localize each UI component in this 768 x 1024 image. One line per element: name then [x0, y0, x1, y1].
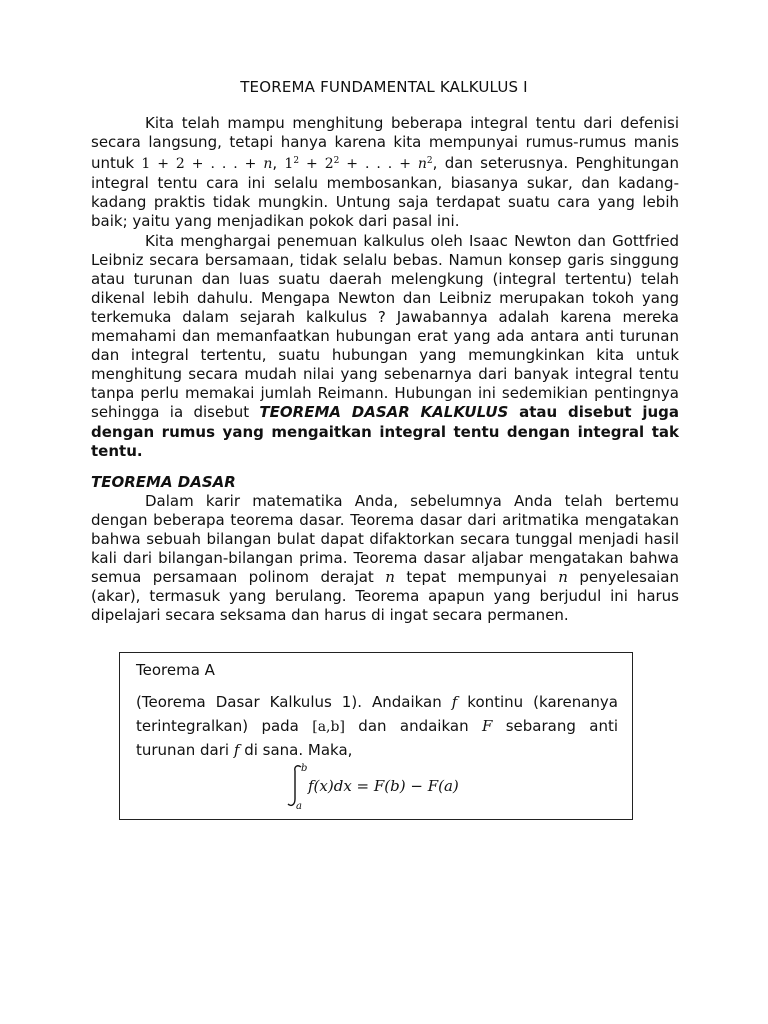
upper-limit: b — [301, 763, 308, 774]
paragraph-text: Dalam karir matematika Anda, sebelumnya Anda telah bertemu dengan beberapa teorema dasar. Teorema dasar dari aritmatika mengatakan bahwa sebuah bilangan bulat dapat difaktorkan secara tunggal menjadi hasil kali dari bilangan-bilangan prima. Teorema dasar aljabar mengatakan bahwa semua persamaan polinom derajat — [91, 491, 679, 587]
emphasis-term: TEOREMA DASAR KALKULUS — [259, 403, 509, 422]
function-f: f — [451, 693, 458, 711]
document-body — [91, 114, 679, 625]
paragraph-intro: Kita telah mampu menghitung beberapa integral tentu dari defenisi secara langsung, tetapi hanya karena kita mempunyai rumus-rumus manis untuk 1 + 2 + . . . + n, $1^2 + 2^2$ + . . . + $n^2$, dan seterusnya. Penghitungan integral tentu cara ini selalu membosankan, biasanya sukar, dan kadang-kadang praktis tidak mungkin. Untung saja terdapat suatu cara yang lebih baik; yaitu yang menjadikan pokok dari pasal ini. — [91, 114, 679, 231]
integral-formula — [286, 761, 486, 811]
theorem-box — [119, 652, 633, 820]
theorem-statement: (Teorema Dasar Kalkulus 1). Andaikan f kontinu (karenanya terintegralkan) pada [a,b] dan andaikan F sebarang anti turunan dari f di sana. Maka, — [136, 693, 618, 759]
sum-squares-formula: $1^2 + 2^2$ + . . . + $n^2$ — [284, 156, 433, 173]
bold-statement: atau disebut juga dengan rumus yang mengaitkan integral tentu dengan integral tak tentu. — [91, 403, 680, 460]
paragraph-text: Kita telah mampu menghitung beberapa integral tentu dari defenisi secara langsung, tetapi hanya karena kita mempunyai rumus-rumus manis untuk — [91, 114, 679, 173]
theorem-title: Teorema A — [136, 661, 215, 679]
paragraph-text: Kita menghargai penemuan kalkulus oleh Isaac Newton dan Gottfried Leibniz secara bersamaan, tidak selalu bebas. Namun konsep garis singgung atau turunan dan luas suatu daerah melengkung (integral tertentu) telah dikenal lebih dahulu. Mengapa Newton dan Leibniz merupakan tokoh yang terkemuka dalam sejarah kalkulus ? Jawabannya adalah karena mereka memahami dan memanfaatkan hubungan erat yang ada antara anti turunan dan integral tertentu, suatu hubungan yang memungkinkan kita untuk menghitung secara mudah nilai yang sebenarnya dari banyak integral tentu tanpa perlu memakai jumlah Reimann. Hubungan ini sedemikian pentingnya sehingga ia disebut — [91, 231, 679, 422]
document-title: TEOREMA FUNDAMENTAL KALKULUS I — [240, 78, 528, 96]
section-heading: TEOREMA DASAR — [91, 472, 236, 491]
paragraph-fundamental: Dalam karir matematika Anda, sebelumnya Anda telah bertemu dengan beberapa teorema dasar. Teorema dasar dari aritmatika mengatakan bahwa sebuah bilangan bulat dapat difaktorkan secara tunggal menjadi hasil kali dari bilangan-bilangan prima. Teorema dasar aljabar mengatakan bahwa semua persamaan polinom derajat n tepat mempunyai n penyelesaian (akar), termasuk yang berulang. Teorema apapun yang berjudul ini harus dipelajari secara seksama dan harus di ingat secara permanen. — [91, 491, 680, 625]
sum-formula: 1 + 2 + . . . + n — [141, 156, 273, 173]
lower-limit: a — [296, 801, 302, 811]
integral-sign — [288, 766, 301, 806]
integral-expression: f(x)dx = F(b) − F(a) — [308, 777, 459, 795]
variable-n: n — [558, 568, 568, 587]
variable-n: n — [385, 568, 395, 587]
function-F: F — [481, 716, 493, 735]
function-f: f — [233, 741, 240, 759]
paragraph-text: , dan seterusnya. Penghitungan integral tentu cara ini selalu membosankan, biasanya sukar, dan kadang-kadang praktis tidak mungkin. Untung saja terdapat suatu cara yang lebih baik; yaitu yang menjadikan pokok dari pasal ini. — [91, 154, 679, 231]
paragraph-history — [91, 232, 679, 461]
interval: [a,b] — [312, 718, 345, 735]
